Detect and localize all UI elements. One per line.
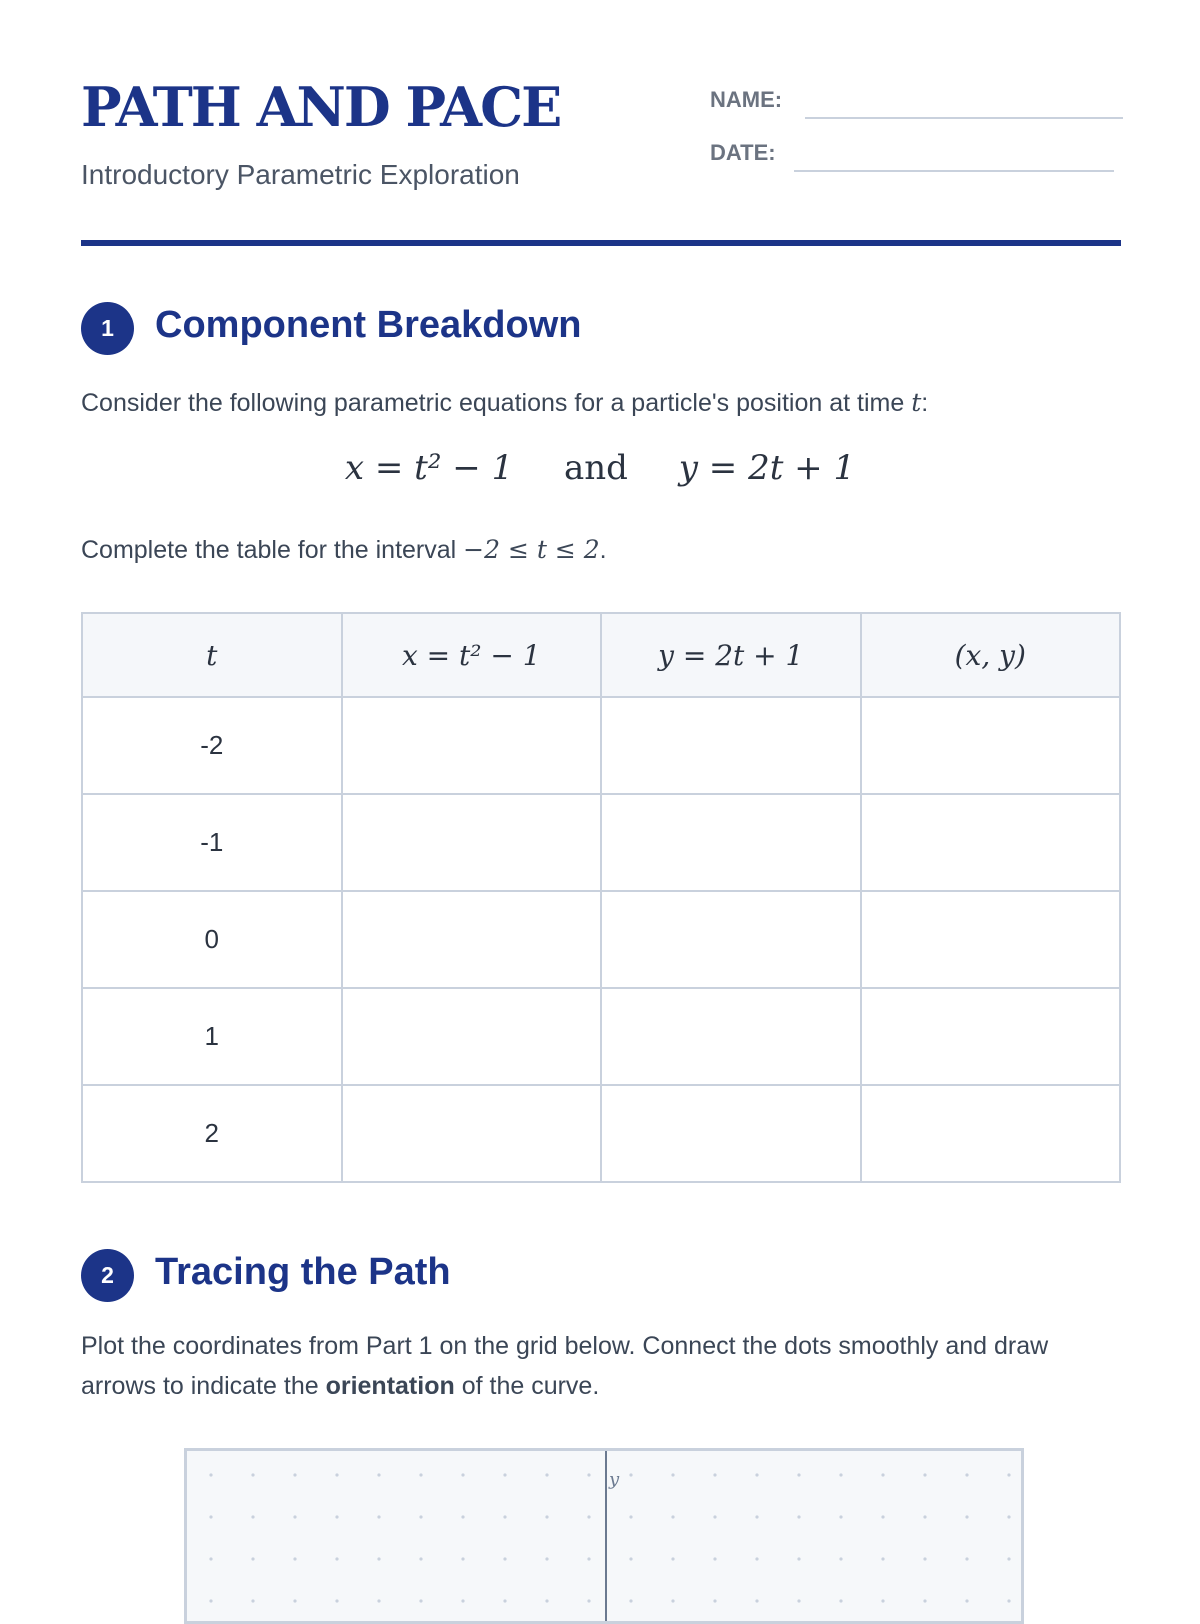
grid-dot [545,1473,548,1476]
grid-dot [587,1473,590,1476]
point-cell[interactable] [861,1085,1121,1182]
grid-dot [629,1515,632,1518]
grid-dot [587,1557,590,1560]
grid-dot [839,1473,842,1476]
grid-dot [629,1473,632,1476]
grid-dot [335,1515,338,1518]
grid-dot [335,1473,338,1476]
section-2-instruction [81,1326,1126,1406]
y-cell[interactable] [601,891,861,988]
grid-dot [881,1557,884,1560]
y-equation: y = 2t + 1 [678,448,856,488]
section-1-badge: 1 [81,302,134,355]
grid-dot [797,1515,800,1518]
grid-dot [461,1557,464,1560]
grid-dot [713,1557,716,1560]
values-table [81,612,1121,1183]
grid-dot [755,1515,758,1518]
date-label: DATE: [710,140,776,165]
interval-text: Complete the table for the interval [81,536,457,564]
grid-dot [209,1557,212,1560]
worksheet-title: PATH AND PACE [81,75,561,139]
interval-instruction [81,530,607,570]
grid-dot [419,1473,422,1476]
grid-dot [629,1557,632,1560]
grid-dot [839,1557,842,1560]
point-cell[interactable] [861,697,1121,794]
grid-dot [965,1557,968,1560]
grid-dot [209,1515,212,1518]
grid-dot [797,1557,800,1560]
grid-dot [923,1557,926,1560]
interval-math: −2 ≤ t ≤ 2 [463,535,600,564]
section-2-badge: 2 [81,1249,134,1302]
grid-dot [377,1557,380,1560]
grid-dot [713,1515,716,1518]
grid-dot [587,1515,590,1518]
t-value: 0 [82,891,342,988]
grid-dot [713,1473,716,1476]
grid-svg [187,1451,1021,1621]
grid-dot [965,1473,968,1476]
section-2-title: Tracing the Path [155,1251,451,1293]
grid-dot [1007,1515,1010,1518]
x-cell[interactable] [342,697,602,794]
instruction-part1: Plot the coordinates from Part 1 on the grid below. Connect the dots smoothly and draw arrows to indicate the [81,1332,1049,1400]
x-cell[interactable] [342,891,602,988]
date-field[interactable] [794,170,1114,172]
grid-dot [377,1515,380,1518]
grid-dot [881,1473,884,1476]
instruction-bold: orientation [325,1372,455,1400]
x-cell[interactable] [342,1085,602,1182]
table-row [82,988,1120,1085]
section-1-title: Component Breakdown [155,304,582,346]
intro-variable: t [911,388,922,417]
point-cell[interactable] [861,794,1121,891]
grid-dot [419,1557,422,1560]
table-row [82,891,1120,988]
x-cell[interactable] [342,794,602,891]
interval-end: . [599,536,607,564]
grid-dot [923,1515,926,1518]
name-label: NAME: [710,87,783,112]
x-equation: x = t² − 1 [344,448,514,488]
grid-dot [1007,1557,1010,1560]
grid-dot [293,1473,296,1476]
grid-dot [545,1515,548,1518]
grid-dot [419,1515,422,1518]
grid-dot [251,1473,254,1476]
header-divider [81,240,1121,246]
grid-dot [503,1473,506,1476]
grid-dot [797,1473,800,1476]
grid-dot [755,1557,758,1560]
y-cell[interactable] [601,1085,861,1182]
grid-dot [923,1473,926,1476]
t-value: -1 [82,794,342,891]
t-value: -2 [82,697,342,794]
grid-dot [293,1515,296,1518]
table-row [82,1085,1120,1182]
grid-dot [755,1473,758,1476]
section-1-intro [81,383,928,423]
grid-dot [545,1557,548,1560]
point-cell[interactable] [861,891,1121,988]
y-cell[interactable] [601,697,861,794]
intro-colon: : [921,389,929,417]
grid-dot [503,1557,506,1560]
grid-dot [965,1515,968,1518]
grid-dot [251,1515,254,1518]
t-value: 1 [82,988,342,1085]
grid-dot [1007,1473,1010,1476]
x-cell[interactable] [342,988,602,1085]
y-axis-label: y [609,1469,620,1490]
plot-grid[interactable] [184,1448,1024,1624]
table-header-row [82,613,1120,697]
grid-dots [209,1473,1010,1602]
instruction-part2: of the curve. [461,1372,600,1400]
grid-dot [209,1473,212,1476]
equation-joiner: and [564,448,628,488]
grid-dot [671,1473,674,1476]
header-x: x = t² − 1 [342,613,602,697]
grid-dot [335,1557,338,1560]
grid-dot [839,1515,842,1518]
y-cell[interactable] [601,988,861,1085]
table-row [82,697,1120,794]
table-row [82,794,1120,891]
header-y: y = 2t + 1 [601,613,861,697]
grid-dot [503,1515,506,1518]
y-cell[interactable] [601,794,861,891]
grid-dot [251,1557,254,1560]
grid-dot [293,1557,296,1560]
grid-dot [377,1473,380,1476]
grid-dot [881,1515,884,1518]
grid-dot [671,1557,674,1560]
t-value: 2 [82,1085,342,1182]
header-t: t [82,613,342,697]
parametric-equations [0,448,1200,488]
intro-text: Consider the following parametric equations for a particle's position at time [81,389,905,417]
header-point: (x, y) [861,613,1121,697]
point-cell[interactable] [861,988,1121,1085]
worksheet-subtitle: Introductory Parametric Exploration [81,159,520,190]
grid-dot [461,1515,464,1518]
grid-dot [671,1515,674,1518]
name-field[interactable] [805,117,1123,119]
grid-dot [461,1473,464,1476]
